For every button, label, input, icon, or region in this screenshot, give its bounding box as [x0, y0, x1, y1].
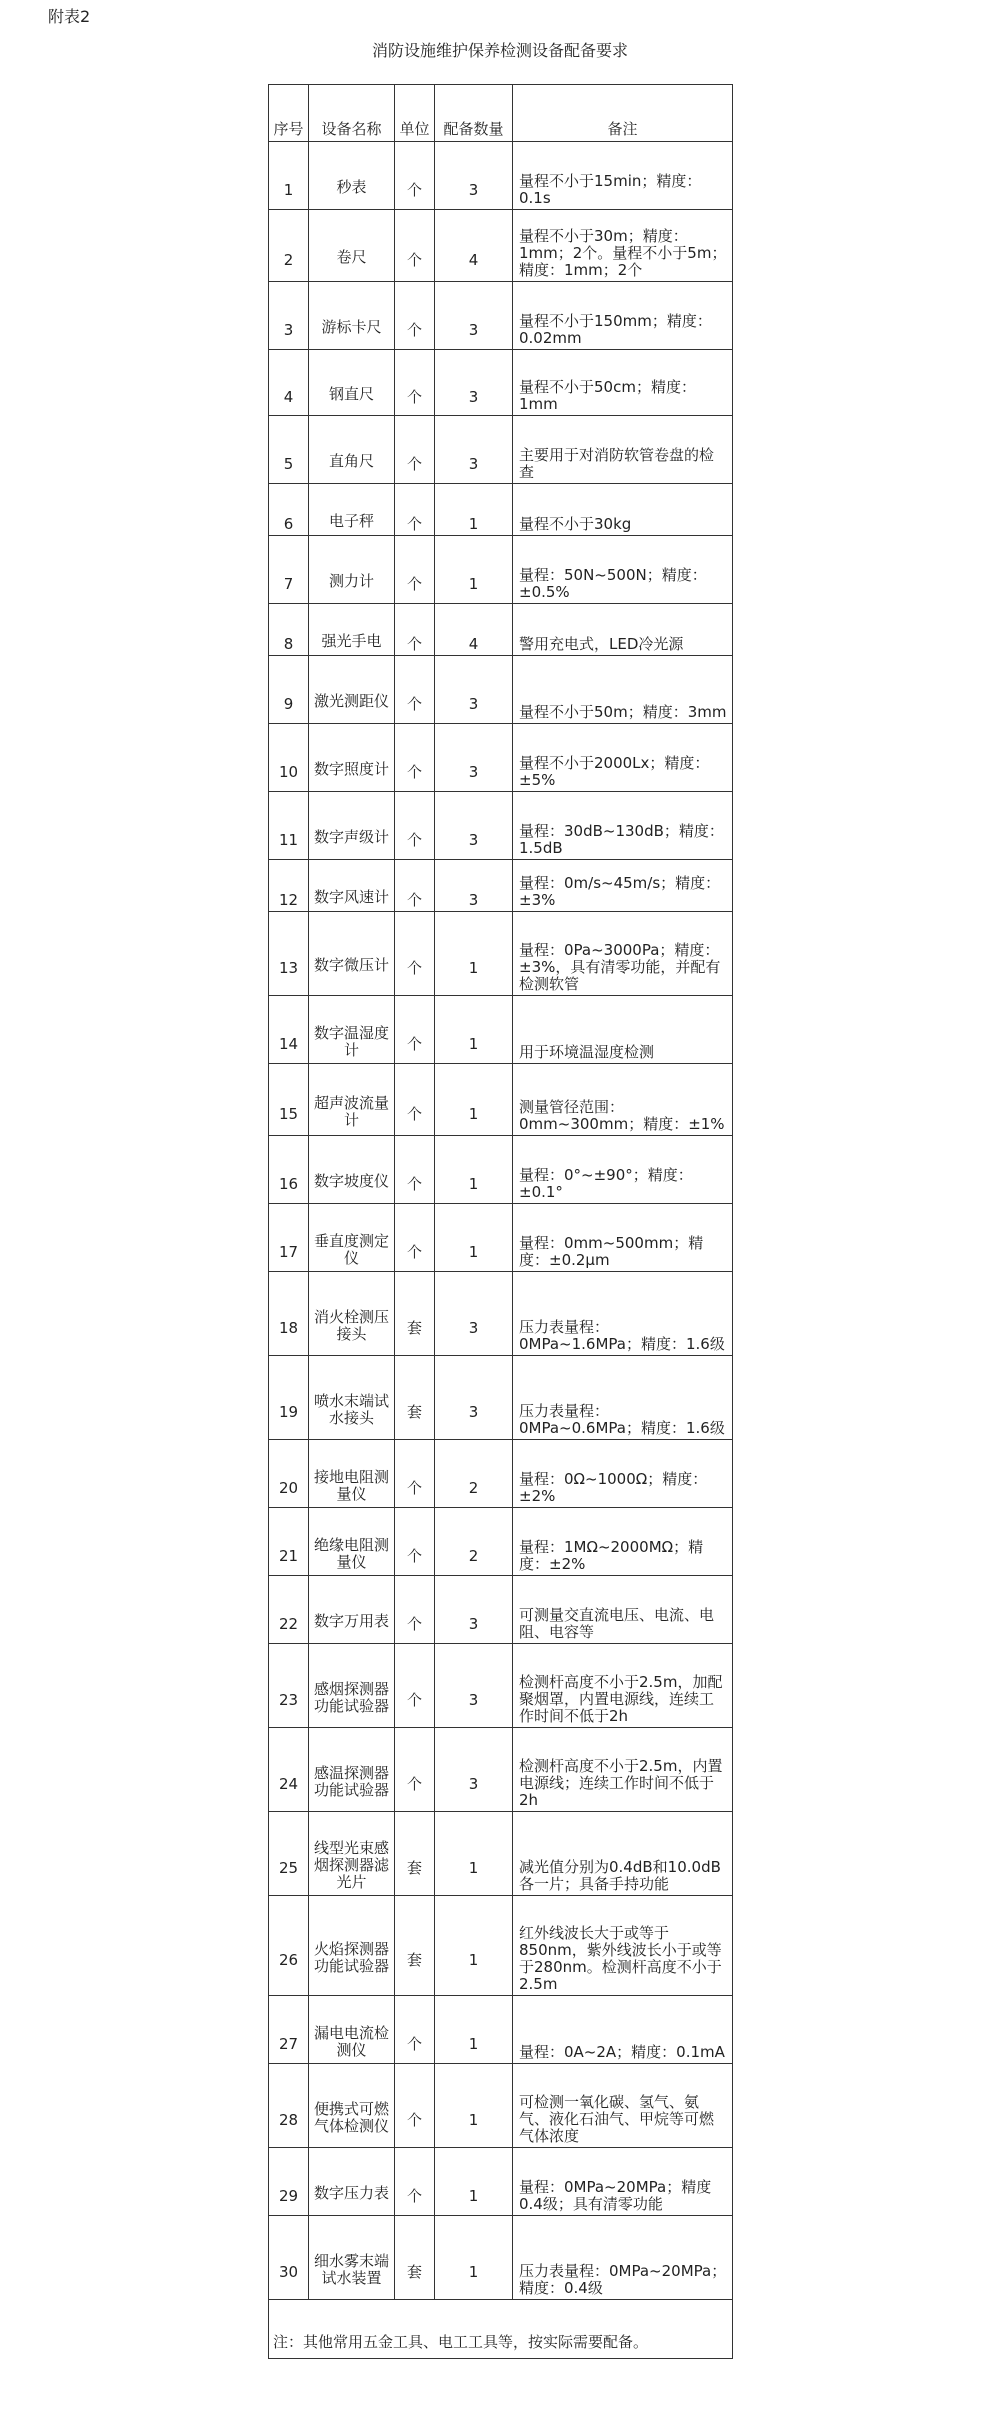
- row-number: 30: [269, 2216, 309, 2300]
- equipment-name: 绝缘电阻测量仪: [309, 1508, 395, 1576]
- quantity-cell: 3: [435, 142, 513, 210]
- header-unit: 单位: [395, 85, 435, 142]
- note-cell: 量程不小于50m；精度：3mm: [513, 656, 733, 724]
- table-row: [269, 1996, 733, 2064]
- table-header-row: [269, 85, 733, 142]
- table-row: [269, 656, 733, 724]
- unit-cell: 个: [395, 2064, 435, 2148]
- unit-cell: 个: [395, 1996, 435, 2064]
- table-row: [269, 210, 733, 282]
- note-cell: 量程：0m/s~45m/s；精度：±3%: [513, 860, 733, 912]
- equipment-name: 细水雾末端试水装置: [309, 2216, 395, 2300]
- unit-cell: 套: [395, 2216, 435, 2300]
- row-number: 21: [269, 1508, 309, 1576]
- row-number: 29: [269, 2148, 309, 2216]
- note-cell: 量程：0°~±90°；精度：±0.1°: [513, 1136, 733, 1204]
- row-number: 20: [269, 1440, 309, 1508]
- unit-cell: 个: [395, 656, 435, 724]
- table-row: [269, 912, 733, 996]
- quantity-cell: 3: [435, 860, 513, 912]
- row-number: 11: [269, 792, 309, 860]
- row-number: 26: [269, 1896, 309, 1996]
- equipment-name: 数字风速计: [309, 860, 395, 912]
- table-row: [269, 2064, 733, 2148]
- quantity-cell: 3: [435, 724, 513, 792]
- equipment-name: 数字照度计: [309, 724, 395, 792]
- quantity-cell: 3: [435, 1644, 513, 1728]
- table-row: [269, 1576, 733, 1644]
- note-cell: 量程不小于50cm；精度：1mm: [513, 350, 733, 416]
- unit-cell: 个: [395, 1644, 435, 1728]
- note-cell: 检测杆高度不小于2.5m，加配聚烟罩，内置电源线，连续工作时间不低于2h: [513, 1644, 733, 1728]
- row-number: 25: [269, 1812, 309, 1896]
- table-row: [269, 996, 733, 1064]
- unit-cell: 套: [395, 1272, 435, 1356]
- equipment-name: 接地电阻测量仪: [309, 1440, 395, 1508]
- row-number: 17: [269, 1204, 309, 1272]
- equipment-name: 数字坡度仪: [309, 1136, 395, 1204]
- quantity-cell: 3: [435, 792, 513, 860]
- note-cell: 检测杆高度不小于2.5m，内置电源线；连续工作时间不低于2h: [513, 1728, 733, 1812]
- note-cell: 量程：0mm~500mm；精度：±0.2μm: [513, 1204, 733, 1272]
- table-row: [269, 1272, 733, 1356]
- unit-cell: 套: [395, 1896, 435, 1996]
- unit-cell: 个: [395, 912, 435, 996]
- row-number: 5: [269, 416, 309, 484]
- equipment-name: 数字微压计: [309, 912, 395, 996]
- unit-cell: 个: [395, 1064, 435, 1136]
- table-row: [269, 1728, 733, 1812]
- row-number: 2: [269, 210, 309, 282]
- equipment-name: 数字声级计: [309, 792, 395, 860]
- table-row: [269, 2148, 733, 2216]
- row-number: 27: [269, 1996, 309, 2064]
- note-cell: 量程不小于150mm；精度：0.02mm: [513, 282, 733, 350]
- quantity-cell: 1: [435, 2148, 513, 2216]
- note-cell: 警用充电式，LED冷光源: [513, 604, 733, 656]
- note-cell: 压力表量程：0MPa~20MPa；精度：0.4级: [513, 2216, 733, 2300]
- note-cell: 量程：30dB~130dB；精度：1.5dB: [513, 792, 733, 860]
- note-cell: 量程不小于2000Lx；精度：±5%: [513, 724, 733, 792]
- quantity-cell: 3: [435, 416, 513, 484]
- unit-cell: 个: [395, 1508, 435, 1576]
- unit-cell: 个: [395, 604, 435, 656]
- unit-cell: 个: [395, 536, 435, 604]
- row-number: 24: [269, 1728, 309, 1812]
- equipment-name: 超声波流量计: [309, 1064, 395, 1136]
- equipment-name: 漏电电流检测仪: [309, 1996, 395, 2064]
- header-qty: 配备数量: [435, 85, 513, 142]
- quantity-cell: 2: [435, 1440, 513, 1508]
- row-number: 7: [269, 536, 309, 604]
- table-body: [269, 142, 733, 2300]
- row-number: 15: [269, 1064, 309, 1136]
- quantity-cell: 3: [435, 282, 513, 350]
- header-no: 序号: [269, 85, 309, 142]
- note-cell: 量程：0MPa~20MPa；精度0.4级；具有清零功能: [513, 2148, 733, 2216]
- quantity-cell: 3: [435, 350, 513, 416]
- unit-cell: 个: [395, 1576, 435, 1644]
- table-row: [269, 1812, 733, 1896]
- unit-cell: 个: [395, 416, 435, 484]
- row-number: 10: [269, 724, 309, 792]
- table-row: [269, 416, 733, 484]
- equipment-name: 感温探测器功能试验器: [309, 1728, 395, 1812]
- table-row: [269, 1896, 733, 1996]
- row-number: 16: [269, 1136, 309, 1204]
- note-cell: 用于环境温湿度检测: [513, 996, 733, 1064]
- quantity-cell: 1: [435, 996, 513, 1064]
- table-row: [269, 860, 733, 912]
- unit-cell: 个: [395, 1440, 435, 1508]
- quantity-cell: 3: [435, 1272, 513, 1356]
- equipment-name: 强光手电: [309, 604, 395, 656]
- unit-cell: 个: [395, 1728, 435, 1812]
- quantity-cell: 1: [435, 484, 513, 536]
- row-number: 4: [269, 350, 309, 416]
- quantity-cell: 1: [435, 1204, 513, 1272]
- quantity-cell: 1: [435, 1136, 513, 1204]
- footnote: 注：其他常用五金工具、电工工具等，按实际需要配备。: [269, 2300, 733, 2359]
- table-row: [269, 142, 733, 210]
- note-cell: 减光值分别为0.4dB和10.0dB各一片；具备手持功能: [513, 1812, 733, 1896]
- table-row: [269, 484, 733, 536]
- note-cell: 测量管径范围：0mm~300mm；精度：±1%: [513, 1064, 733, 1136]
- note-cell: 量程：0A~2A；精度：0.1mA: [513, 1996, 733, 2064]
- quantity-cell: 1: [435, 1812, 513, 1896]
- note-cell: 红外线波长大于或等于850nm，紫外线波长小于或等于280nm。检测杆高度不小于2.5m: [513, 1896, 733, 1996]
- table-row: [269, 1644, 733, 1728]
- quantity-cell: 4: [435, 210, 513, 282]
- equipment-name: 数字温湿度计: [309, 996, 395, 1064]
- note-cell: 量程不小于30kg: [513, 484, 733, 536]
- table-row: [269, 1136, 733, 1204]
- row-number: 22: [269, 1576, 309, 1644]
- appendix-label: 附表2: [48, 7, 91, 26]
- note-cell: 量程不小于15min；精度：0.1s: [513, 142, 733, 210]
- equipment-name: 喷水末端试水接头: [309, 1356, 395, 1440]
- equipment-name: 钢直尺: [309, 350, 395, 416]
- quantity-cell: 4: [435, 604, 513, 656]
- unit-cell: 个: [395, 210, 435, 282]
- equipment-name: 数字万用表: [309, 1576, 395, 1644]
- note-cell: 压力表量程：0MPa~1.6MPa；精度：1.6级: [513, 1272, 733, 1356]
- quantity-cell: 1: [435, 536, 513, 604]
- table-row: [269, 1356, 733, 1440]
- row-number: 9: [269, 656, 309, 724]
- quantity-cell: 1: [435, 1064, 513, 1136]
- quantity-cell: 1: [435, 1896, 513, 1996]
- equipment-name: 游标卡尺: [309, 282, 395, 350]
- equipment-name: 消火栓测压接头: [309, 1272, 395, 1356]
- note-cell: 量程：0Ω~1000Ω；精度：±2%: [513, 1440, 733, 1508]
- row-number: 23: [269, 1644, 309, 1728]
- equipment-name: 线型光束感烟探测器滤光片: [309, 1812, 395, 1896]
- table-row: [269, 1064, 733, 1136]
- unit-cell: 个: [395, 724, 435, 792]
- note-cell: 量程：0Pa~3000Pa；精度：±3%，具有清零功能，并配有检测软管: [513, 912, 733, 996]
- table-row: [269, 604, 733, 656]
- equipment-name: 数字压力表: [309, 2148, 395, 2216]
- unit-cell: 个: [395, 792, 435, 860]
- equipment-name: 卷尺: [309, 210, 395, 282]
- row-number: 18: [269, 1272, 309, 1356]
- equipment-name: 激光测距仪: [309, 656, 395, 724]
- table-row: [269, 1204, 733, 1272]
- page-title: 消防设施维护保养检测设备配备要求: [371, 41, 628, 60]
- note-cell: 可测量交直流电压、电流、电阻、电容等: [513, 1576, 733, 1644]
- quantity-cell: 3: [435, 1728, 513, 1812]
- quantity-cell: 2: [435, 1508, 513, 1576]
- row-number: 1: [269, 142, 309, 210]
- quantity-cell: 3: [435, 1356, 513, 1440]
- table-row: [269, 724, 733, 792]
- row-number: 28: [269, 2064, 309, 2148]
- unit-cell: 套: [395, 1812, 435, 1896]
- table-row: [269, 2216, 733, 2300]
- row-number: 8: [269, 604, 309, 656]
- note-cell: 量程：1MΩ~2000MΩ；精度：±2%: [513, 1508, 733, 1576]
- table-row: [269, 350, 733, 416]
- table-row: [269, 1440, 733, 1508]
- equipment-name: 电子秤: [309, 484, 395, 536]
- header-name: 设备名称: [309, 85, 395, 142]
- unit-cell: 个: [395, 484, 435, 536]
- note-cell: 量程不小于30m；精度：1mm；2个。量程不小于5m；精度：1mm；2个: [513, 210, 733, 282]
- row-number: 19: [269, 1356, 309, 1440]
- equipment-name: 秒表: [309, 142, 395, 210]
- unit-cell: 个: [395, 1204, 435, 1272]
- row-number: 6: [269, 484, 309, 536]
- equipment-name: 感烟探测器功能试验器: [309, 1644, 395, 1728]
- unit-cell: 套: [395, 1356, 435, 1440]
- quantity-cell: 3: [435, 656, 513, 724]
- quantity-cell: 1: [435, 2064, 513, 2148]
- quantity-cell: 1: [435, 1996, 513, 2064]
- equipment-name: 垂直度测定仪: [309, 1204, 395, 1272]
- footnote-row: [269, 2300, 733, 2359]
- table-row: [269, 792, 733, 860]
- equipment-name: 测力计: [309, 536, 395, 604]
- unit-cell: 个: [395, 860, 435, 912]
- note-cell: 量程：50N~500N；精度：±0.5%: [513, 536, 733, 604]
- unit-cell: 个: [395, 2148, 435, 2216]
- equipment-name: 便携式可燃气体检测仪: [309, 2064, 395, 2148]
- quantity-cell: 3: [435, 1576, 513, 1644]
- row-number: 14: [269, 996, 309, 1064]
- unit-cell: 个: [395, 996, 435, 1064]
- header-note: 备注: [513, 85, 733, 142]
- quantity-cell: 1: [435, 2216, 513, 2300]
- note-cell: 主要用于对消防软管卷盘的检查: [513, 416, 733, 484]
- row-number: 12: [269, 860, 309, 912]
- equipment-table: [268, 84, 733, 2359]
- unit-cell: 个: [395, 282, 435, 350]
- unit-cell: 个: [395, 142, 435, 210]
- note-cell: 可检测一氧化碳、氢气、氨气、液化石油气、甲烷等可燃气体浓度: [513, 2064, 733, 2148]
- quantity-cell: 1: [435, 912, 513, 996]
- row-number: 13: [269, 912, 309, 996]
- equipment-name: 直角尺: [309, 416, 395, 484]
- note-cell: 压力表量程：0MPa~0.6MPa；精度：1.6级: [513, 1356, 733, 1440]
- row-number: 3: [269, 282, 309, 350]
- equipment-name: 火焰探测器功能试验器: [309, 1896, 395, 1996]
- table-row: [269, 282, 733, 350]
- unit-cell: 个: [395, 1136, 435, 1204]
- unit-cell: 个: [395, 350, 435, 416]
- table-row: [269, 536, 733, 604]
- table-row: [269, 1508, 733, 1576]
